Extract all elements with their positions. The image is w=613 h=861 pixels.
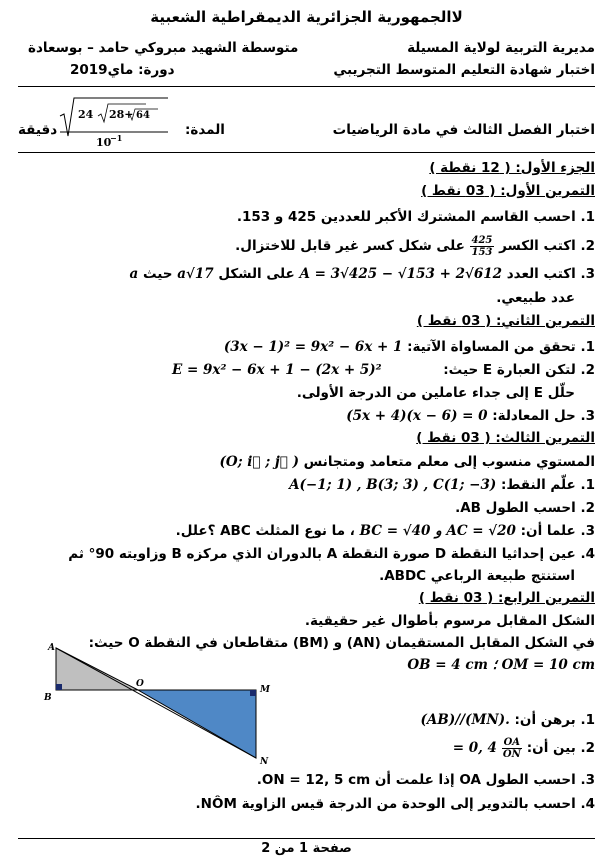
ex4-intro2: في الشكل المقابل المستقيمان (AN) و (BM) متقاطعان في النقطة O حيث:	[88, 635, 595, 651]
ex3-q4-a: 4. عين إحداثيا النقطة D صورة النقطة A بالدوران الذي مركزه B وزاويته 90° ثم	[68, 546, 595, 562]
ex1-q3	[18, 264, 595, 284]
ex3-q3	[18, 521, 595, 541]
ex3-q1-a: 1. علّم النقط:	[500, 477, 595, 493]
duration-formula-graphic	[58, 94, 170, 152]
ex3-intro-a: المستوي منسوب إلى معلم متعامد ومتجانس	[303, 454, 595, 470]
ex1-q2-frac-den: 153	[471, 246, 493, 258]
right-angle-b-marker	[56, 684, 62, 690]
ex4-q1	[290, 710, 595, 730]
ex4-q2-num: OA	[503, 736, 521, 748]
exam-type: اختبار شهادة التعليم المتوسط التجريبي	[333, 62, 595, 78]
ex3-q3-b: ، ما نوع المثلث ABC ؟علل.	[175, 523, 355, 539]
ex3-intro	[18, 452, 595, 472]
ex1-q3-a: 3. اكتب العدد	[506, 266, 595, 282]
ex1-q2-a: 2. اكتب الكسر	[499, 238, 595, 254]
ex1-q1: 1. احسب القاسم المشترك الأكبر للعددين 425 و 153.	[236, 209, 595, 225]
ex2-q2-a: 2. لتكن العبارة E حيث:	[443, 362, 595, 378]
duration-label: المدة:	[185, 122, 225, 138]
republic-title: لاالجمهورية الجزائرية الديمقراطية الشعبية	[150, 8, 463, 26]
label-b: B	[44, 693, 52, 703]
svg-text:−1: −1	[110, 133, 123, 143]
duration-unit: دقيقة	[18, 122, 58, 138]
svg-text:28+: 28+	[109, 108, 134, 121]
ex1-q2-b: على شكل كسر غير قابل للاختزال.	[235, 238, 465, 254]
part1-title: الجزء الأول: ( 12 نقطة )	[429, 160, 595, 176]
label-n: N	[260, 757, 269, 767]
ex2-q1-a: 1. تحقق من المساواة الآتية:	[407, 339, 595, 355]
header-rule-bottom	[18, 152, 595, 153]
ex4-figure	[38, 640, 278, 770]
ex1-q2	[18, 232, 595, 260]
ex4-given: OB = 4 cm ؛ OM = 10 cm	[407, 657, 595, 673]
exam-title: اختبار الفصل الثالث في مادة الرياضيات	[332, 122, 595, 138]
ex1-q2-fraction	[470, 235, 495, 258]
ex3-q3-a: 3. علما أن:	[520, 523, 595, 539]
svg-text:64: 64	[136, 110, 150, 121]
label-a: A	[48, 643, 55, 653]
ex1-q3-expr: A = 3√425 − √153 + 2√612	[299, 266, 503, 282]
duration-formula	[58, 94, 170, 152]
ex4-title: التمرين الرابع: ( 03 نقط )	[418, 590, 595, 606]
ex3-q2: 2. احسب الطول AB.	[455, 500, 595, 516]
ex2-q1	[18, 337, 595, 357]
svg-text:24: 24	[78, 108, 94, 121]
ex4-q2	[290, 734, 595, 762]
header-rule-top	[18, 86, 595, 87]
school-name: متوسطة الشهيد مبروكي حامد – بوسعادة	[28, 40, 299, 56]
page-number: صفحة 1 من 2	[261, 841, 352, 856]
ex4-intro1: الشكل المقابل مرسوم بأطوال غير حقيقية.	[304, 613, 595, 629]
ex1-title: التمرين الأول: ( 03 نقط )	[421, 183, 595, 199]
ex4-q3: 3. احسب الطول OA إذا علمت أن ON = 12, 5 cm.	[256, 772, 595, 788]
session-label: دورة: ماي2019	[70, 62, 175, 78]
ex2-q2-eq: E = 9x² − 6x + 1 − (2x + 5)²	[172, 362, 382, 378]
ex2-q3-eq: (5x + 4)(x − 6) = 0	[346, 408, 488, 424]
ex3-title: التمرين الثالث: ( 03 نقط )	[416, 430, 595, 446]
ex1-q3-c: حيث	[142, 266, 173, 282]
ex4-q4: 4. احسب بالتدوير إلى الوحدة من الدرجة قيس الزاوية NÔM.	[195, 796, 595, 812]
ex3-q3-eq: BC = √40 و AC = √20	[359, 523, 516, 539]
label-m: M	[260, 685, 270, 695]
ex4-q2-b: = 0, 4	[452, 740, 497, 756]
ex3-q1-points: A(−1; 1) , B(3; 3) , C(1; −3)	[289, 477, 497, 493]
ex4-q1-a: 1. برهن أن:	[514, 712, 595, 728]
ex4-q2-fraction	[502, 737, 522, 760]
ex4-q2-a: 2. بين أن:	[526, 740, 595, 756]
ex1-q3-form: a√17	[177, 266, 214, 282]
ex2-q3	[18, 406, 595, 426]
directorate: مديرية التربية لولاية المسيلة	[407, 40, 595, 56]
ex1-q3-var: a	[129, 266, 139, 282]
ex2-q3-a: 3. حل المعادلة:	[492, 408, 595, 424]
ex4-q2-den: ON	[502, 748, 521, 760]
right-angle-m-marker	[250, 690, 256, 696]
ex2-title: التمرين الثاني: ( 03 نقط )	[416, 313, 595, 329]
ex2-q2-b: حلّل E إلى جداء عاملين من الدرجة الأولى.	[296, 385, 575, 401]
ex4-q1-eq: (AB)//(MN).	[420, 712, 510, 728]
ex3-q4-b: استنتج طبيعة الرباعي ABDC.	[379, 568, 575, 584]
ex1-q3-d: عدد طبيعي.	[496, 290, 575, 306]
ex2-q1-eq: (3x − 1)² = 9x² − 6x + 1	[223, 339, 403, 355]
ex3-intro-frame: (O; i⃗ ; j⃗ )	[219, 454, 299, 470]
ex1-q3-b: على الشكل	[218, 266, 295, 282]
ex3-q1	[18, 475, 595, 495]
label-o: O	[136, 679, 144, 689]
svg-text:10: 10	[96, 136, 112, 149]
footer-rule	[18, 838, 595, 839]
ex1-q2-frac-num: 425	[471, 234, 493, 246]
